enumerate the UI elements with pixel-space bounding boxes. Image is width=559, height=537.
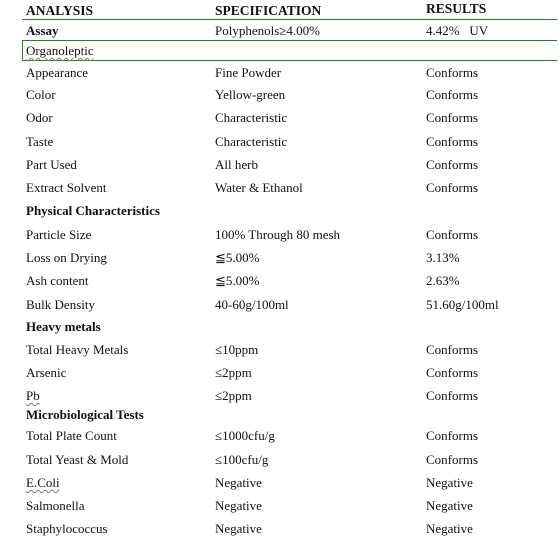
row-label: Color	[26, 87, 56, 102]
row-label: Total Plate Count	[26, 428, 117, 443]
row-spec: ≦5.00%	[215, 250, 260, 265]
row-label: Odor	[26, 110, 53, 125]
row-spec: All herb	[215, 157, 258, 172]
section-title-physical: Physical Characteristics	[26, 203, 160, 218]
row-spec: Water & Ethanol	[215, 180, 303, 195]
row-spec: 100% Through 80 mesh	[215, 227, 341, 242]
row-label: Part Used	[26, 157, 77, 172]
row-result: Conforms	[426, 87, 478, 102]
row-spec: Negative	[215, 475, 262, 490]
row-result: Negative	[426, 498, 473, 513]
row-label: Extract Solvent	[26, 180, 107, 195]
row-result: Conforms	[426, 134, 478, 149]
row-label: Total Heavy Metals	[26, 342, 129, 357]
row-label: Bulk Density	[26, 297, 95, 312]
row-label: Arsenic	[26, 365, 67, 380]
row-result: 3.13%	[426, 250, 460, 265]
row-spec: ≤2ppm	[215, 365, 252, 380]
row-label: Staphylococcus	[26, 521, 108, 536]
row-label: Particle Size	[26, 227, 92, 242]
row-result: Conforms	[426, 365, 478, 380]
header-results: RESULTS	[426, 1, 487, 16]
row-spec: ≤2ppm	[215, 388, 252, 403]
row-label: Loss on Drying	[26, 250, 107, 265]
row-spec: ≦5.00%	[215, 273, 260, 288]
row-result: Conforms	[426, 428, 478, 443]
row-result: 2.63%	[426, 273, 460, 288]
row-label: Total Yeast & Mold	[26, 452, 129, 467]
row-spec: Characteristic	[215, 134, 288, 149]
section-title-microbiological: Microbiological Tests	[26, 407, 144, 422]
header-rule	[22, 19, 557, 20]
row-result: Conforms	[426, 388, 478, 403]
row-label: Taste	[26, 134, 54, 149]
row-result: Conforms	[426, 157, 478, 172]
row-spec: Characteristic	[215, 110, 288, 125]
row-spec: ≤100cfu/g	[215, 452, 269, 467]
row-result: Negative	[426, 521, 473, 536]
row-spec: Yellow-green	[215, 87, 286, 102]
assay-spec: Polyphenols≥4.00%	[215, 23, 320, 38]
row-spec: Negative	[215, 498, 262, 513]
row-label: Appearance	[26, 65, 89, 80]
row-result: 51.60g/100ml	[426, 297, 499, 312]
row-result: Conforms	[426, 227, 478, 242]
left-border	[22, 40, 23, 61]
header-specification: SPECIFICATION	[215, 3, 322, 18]
row-spec: Fine Powder	[215, 65, 282, 80]
row-spec: Negative	[215, 521, 262, 536]
header-analysis: ANALYSIS	[26, 3, 94, 18]
row-result: Negative	[426, 475, 473, 490]
assay-label: Assay	[26, 23, 59, 38]
row-result: Conforms	[426, 110, 478, 125]
row-label: E.Coli	[26, 475, 60, 490]
row-label: Salmonella	[26, 498, 85, 513]
assay-rule	[22, 40, 557, 41]
row-spec: ≤10ppm	[215, 342, 259, 357]
row-result: Conforms	[426, 180, 478, 195]
row-spec: ≤1000cfu/g	[215, 428, 275, 443]
row-spec: 40-60g/100ml	[215, 297, 289, 312]
section-title-heavy-metals: Heavy metals	[26, 319, 101, 334]
row-result: Conforms	[426, 452, 478, 467]
assay-result: 4.42% UV	[426, 23, 489, 38]
row-result: Conforms	[426, 65, 478, 80]
row-label: Pb	[26, 388, 40, 403]
row-label: Ash content	[26, 273, 89, 288]
row-result: Conforms	[426, 342, 478, 357]
section-title-organoleptic: Organoleptic	[26, 43, 94, 58]
organoleptic-rule	[22, 60, 557, 61]
